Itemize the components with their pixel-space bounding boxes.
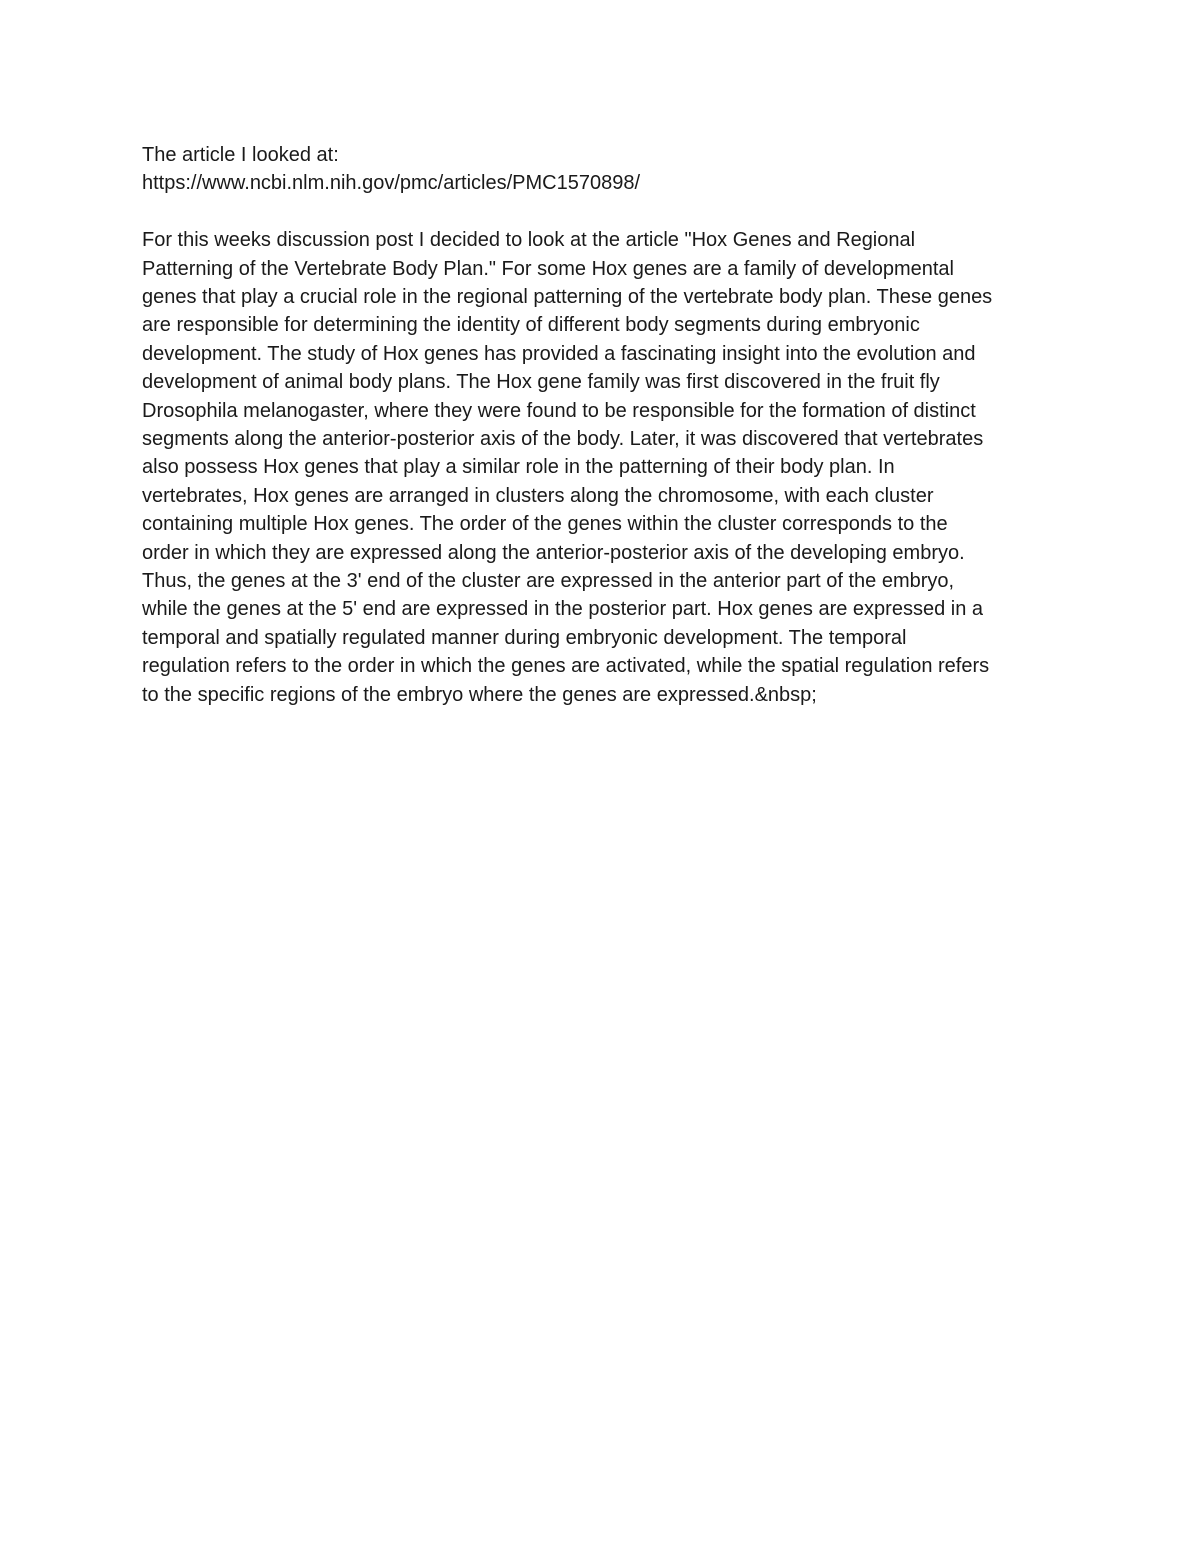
paragraph-line: development. The study of Hox genes has provided a fascinating insight into the evolution and	[142, 342, 976, 365]
document-body	[142, 141, 1067, 709]
paragraph-line: while the genes at the 5' end are expressed in the posterior part. Hox genes are expressed in a	[142, 598, 983, 621]
paragraph-line: also possess Hox genes that play a similar role in the patterning of their body plan. In	[142, 456, 895, 479]
paragraph-line: segments along the anterior-posterior axis of the body. Later, it was discovered that vertebrates	[142, 428, 984, 451]
paragraph-line: containing multiple Hox genes. The order of the genes within the cluster corresponds to the	[142, 513, 948, 536]
paragraph-line: Drosophila melanogaster, where they were found to be responsible for the formation of distinct	[142, 399, 976, 422]
paragraph-line: temporal and spatially regulated manner during embryonic development. The temporal	[142, 626, 907, 649]
paragraph-line: development of animal body plans. The Hox gene family was first discovered in the fruit fly	[142, 371, 940, 394]
intro-label: The article I looked at:	[142, 144, 339, 166]
paragraph-line: For this weeks discussion post I decided to look at the article "Hox Genes and Regional	[142, 229, 916, 252]
paragraph-line: Patterning of the Vertebrate Body Plan." For some Hox genes are a family of developmental	[142, 257, 954, 280]
paragraph-line: genes that play a crucial role in the regional patterning of the vertebrate body plan. These genes	[142, 286, 993, 309]
paragraph-line: Thus, the genes at the 3' end of the cluster are expressed in the anterior part of the embryo,	[142, 570, 955, 593]
discussion-paragraph	[142, 226, 1067, 709]
paragraph-line: to the specific regions of the embryo where the genes are expressed.&nbsp;	[142, 683, 817, 706]
paragraph-line: vertebrates, Hox genes are arranged in clusters along the chromosome, with each cluster	[142, 484, 934, 507]
paragraph-line: regulation refers to the order in which the genes are activated, while the spatial regulation refers	[142, 655, 990, 678]
article-link: https://www.ncbi.nlm.nih.gov/pmc/articles/PMC1570898/	[142, 172, 640, 195]
paragraph-line: are responsible for determining the identity of different body segments during embryonic	[142, 314, 920, 337]
paragraph-line: order in which they are expressed along the anterior-posterior axis of the developing embryo.	[142, 541, 965, 564]
paragraph-spacer	[142, 198, 1067, 226]
